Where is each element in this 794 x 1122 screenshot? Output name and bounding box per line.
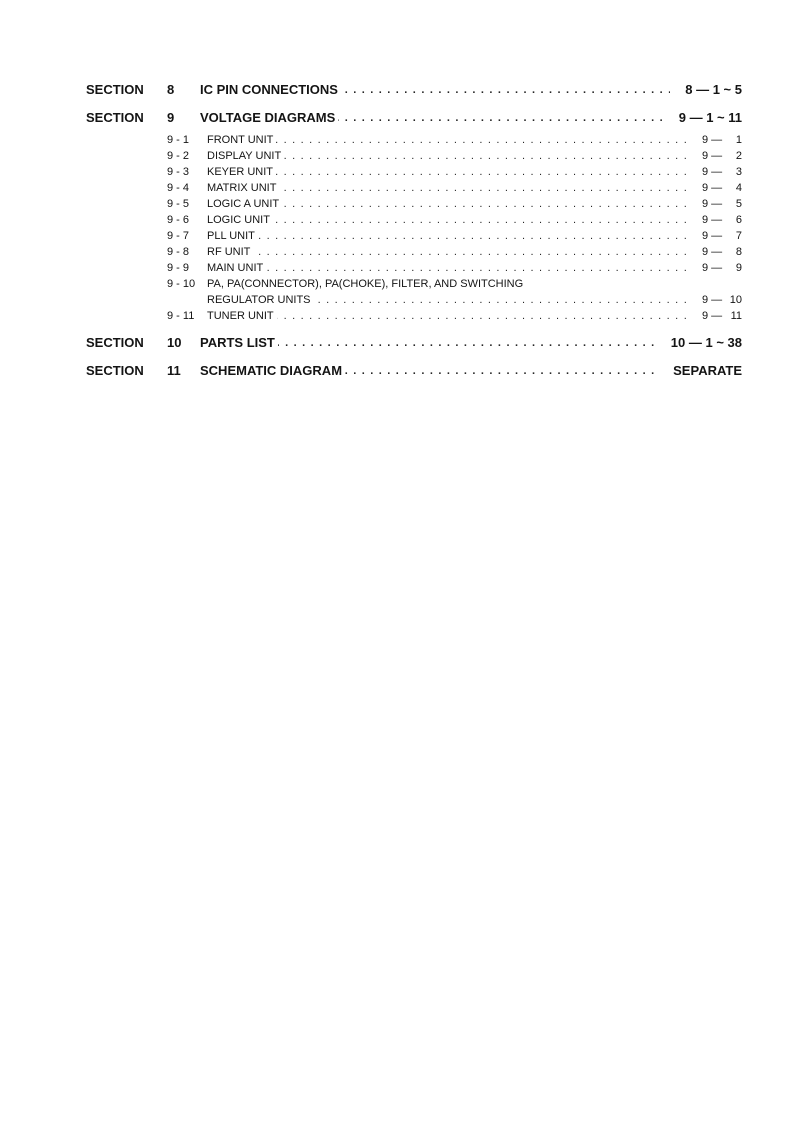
page-number: 5 <box>735 198 742 210</box>
toc-subentry[interactable] <box>0 260 794 276</box>
toc-subentry[interactable] <box>0 164 794 180</box>
page-prefix: 9 — <box>702 134 723 146</box>
toc-section-8[interactable] <box>0 82 794 98</box>
section-pages: 10 — 1 ~ 38 <box>665 335 742 351</box>
subentry-title: LOGIC UNIT <box>207 212 273 228</box>
dot-leader <box>207 132 691 148</box>
toc-subentry-continued[interactable] <box>0 292 794 308</box>
subentry-title: MAIN UNIT <box>207 260 266 276</box>
page-prefix: 9 — <box>702 246 723 258</box>
subentry-number: 9 - 2 <box>167 150 190 162</box>
subentry-title: PLL UNIT <box>207 228 258 244</box>
page-number: 3 <box>735 166 742 178</box>
page-prefix: 9 — <box>702 230 723 242</box>
subentry-number: 9 - 8 <box>167 246 190 258</box>
dot-leader <box>207 180 691 196</box>
page-number: 2 <box>735 150 742 162</box>
subentry-title: KEYER UNIT <box>207 164 276 180</box>
dot-leader <box>207 164 691 180</box>
subentry-title: MATRIX UNIT <box>207 180 279 196</box>
section-pages: SEPARATE <box>667 363 742 379</box>
subentry-number: 9 - 9 <box>167 262 190 274</box>
dot-leader <box>207 212 691 228</box>
toc-section-10[interactable] <box>0 335 794 351</box>
subentry-number: 9 - 1 <box>167 134 190 146</box>
subentry-number: 9 - 7 <box>167 230 190 242</box>
page-number: 10 <box>729 294 742 306</box>
section-title: VOLTAGE DIAGRAMS <box>200 110 338 126</box>
section-number: 11 <box>167 363 181 378</box>
page-number: 7 <box>735 230 742 242</box>
section-pages: 8 — 1 ~ 5 <box>679 82 742 98</box>
page-number: 8 <box>735 246 742 258</box>
page-prefix: 9 — <box>702 294 723 306</box>
section-number: 9 <box>167 110 175 125</box>
toc-subentry[interactable] <box>0 308 794 324</box>
page-number: 1 <box>735 134 742 146</box>
section-title: IC PIN CONNECTIONS <box>200 82 341 98</box>
page-number: 11 <box>730 310 742 322</box>
page-prefix: 9 — <box>702 182 723 194</box>
page-prefix: 9 — <box>702 198 723 210</box>
toc-subentry[interactable] <box>0 244 794 260</box>
subentry-number: 9 - 11 <box>167 310 195 322</box>
page-number: 4 <box>735 182 742 194</box>
dot-leader <box>207 260 691 276</box>
subentry-number: 9 - 10 <box>167 278 196 290</box>
toc-subentry[interactable] <box>0 148 794 164</box>
page-prefix: 9 — <box>702 310 723 322</box>
toc-subentry[interactable] <box>0 132 794 148</box>
toc-section-9[interactable] <box>0 110 794 126</box>
toc-subentry[interactable] <box>0 276 794 292</box>
section-number: 8 <box>167 82 175 97</box>
subentry-title: DISPLAY UNIT <box>207 148 284 164</box>
subentry-title-continued: REGULATOR UNITS <box>207 292 314 308</box>
dot-leader <box>207 244 691 260</box>
toc-subentry[interactable] <box>0 196 794 212</box>
subentry-number: 9 - 6 <box>167 214 190 226</box>
section-label: SECTION <box>86 110 144 125</box>
section-title: SCHEMATIC DIAGRAM <box>200 363 345 379</box>
subentry-number: 9 - 3 <box>167 166 190 178</box>
toc-subentry[interactable] <box>0 180 794 196</box>
page-prefix: 9 — <box>702 214 723 226</box>
dot-leader <box>207 228 691 244</box>
toc-subentry[interactable] <box>0 228 794 244</box>
section-pages: 9 — 1 ~ 11 <box>673 110 742 126</box>
page-prefix: 9 — <box>702 262 723 274</box>
subentry-title: RF UNIT <box>207 244 253 260</box>
subentry-number: 9 - 5 <box>167 198 190 210</box>
dot-leader <box>207 308 691 324</box>
subentry-number: 9 - 4 <box>167 182 190 194</box>
section-label: SECTION <box>86 335 144 350</box>
subentry-title: TUNER UNIT <box>207 308 277 324</box>
page-number: 9 <box>735 262 742 274</box>
section-title: PARTS LIST <box>200 335 278 351</box>
toc-section-11[interactable] <box>0 363 794 379</box>
section-label: SECTION <box>86 82 144 97</box>
subentry-title: PA, PA(CONNECTOR), PA(CHOKE), FILTER, AND SWITCHING <box>207 278 524 290</box>
page-prefix: 9 — <box>702 166 723 178</box>
page-number: 6 <box>735 214 742 226</box>
subentry-title: FRONT UNIT <box>207 132 276 148</box>
section-label: SECTION <box>86 363 144 378</box>
toc-subentry[interactable] <box>0 212 794 228</box>
section-number: 10 <box>167 335 182 350</box>
page-prefix: 9 — <box>702 150 723 162</box>
subentry-title: LOGIC A UNIT <box>207 196 282 212</box>
